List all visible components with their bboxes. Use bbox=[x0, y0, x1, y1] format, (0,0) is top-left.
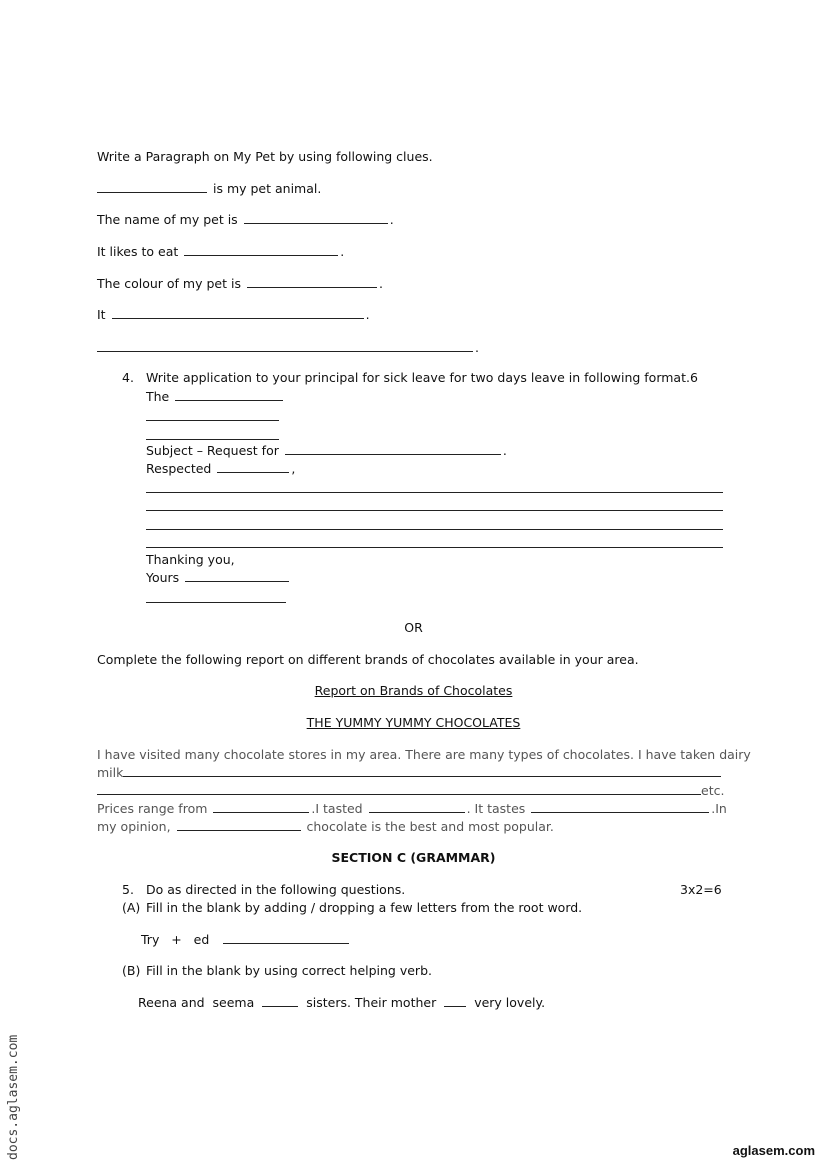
q5a-label: (A) bbox=[122, 900, 141, 915]
pet-line-4-text: The colour of my pet is bbox=[97, 276, 241, 291]
period: . bbox=[475, 340, 479, 355]
in-text: .In bbox=[711, 801, 727, 816]
body-line[interactable] bbox=[146, 529, 723, 530]
q5b-part-2: sisters. Their mother bbox=[306, 995, 437, 1010]
q4-marks: 6 bbox=[690, 370, 698, 385]
q5-number: 5. bbox=[122, 882, 134, 897]
period: . bbox=[502, 443, 507, 458]
report-line-2 bbox=[97, 765, 721, 780]
opinion-text: my opinion, bbox=[97, 819, 171, 834]
tastes-text: . It tastes bbox=[466, 801, 526, 816]
blank[interactable] bbox=[112, 318, 364, 319]
name-line[interactable] bbox=[146, 602, 286, 603]
blank[interactable] bbox=[185, 581, 289, 582]
body-line[interactable] bbox=[146, 492, 723, 493]
blank[interactable] bbox=[184, 255, 338, 256]
footer-brand[interactable]: aglasem.com bbox=[732, 1143, 815, 1158]
pet-line-1-text: is my pet animal. bbox=[212, 181, 322, 196]
q5-marks: 3x2=6 bbox=[680, 882, 722, 897]
body-line[interactable] bbox=[146, 510, 723, 511]
blank[interactable] bbox=[244, 223, 388, 224]
blank[interactable] bbox=[175, 400, 283, 401]
blank[interactable] bbox=[531, 812, 709, 813]
address-line[interactable] bbox=[146, 420, 279, 421]
period: . bbox=[365, 307, 370, 322]
opinion-suffix: chocolate is the best and most popular. bbox=[306, 819, 554, 834]
milk-text: milk bbox=[97, 765, 124, 780]
respected-label: Respected bbox=[146, 461, 212, 476]
q5b-sentence bbox=[138, 995, 545, 1010]
subject-label: Subject – Request for bbox=[146, 443, 279, 458]
yours-line bbox=[146, 570, 291, 585]
or-label: OR bbox=[404, 620, 423, 635]
subject-line bbox=[146, 443, 507, 458]
q5a-example bbox=[141, 932, 351, 947]
watermark bbox=[6, 1000, 26, 1160]
prices-text: Prices range from bbox=[97, 801, 208, 816]
q4-text: Write application to your principal for sick leave for two days leave in following format. bbox=[146, 370, 690, 385]
body-line[interactable] bbox=[146, 547, 723, 548]
thanking: Thanking you, bbox=[146, 552, 235, 567]
respected-line: Respected , bbox=[146, 461, 296, 476]
q4-number: 4. bbox=[122, 370, 134, 385]
watermark-text: docs.aglasem.com bbox=[6, 1034, 21, 1160]
period: . bbox=[389, 212, 394, 227]
blank[interactable] bbox=[262, 1006, 298, 1007]
blank[interactable] bbox=[223, 943, 349, 944]
blank[interactable] bbox=[369, 812, 465, 813]
blank[interactable] bbox=[97, 794, 701, 795]
report-title: Report on Brands of Chocolates bbox=[314, 683, 513, 698]
blank[interactable] bbox=[213, 812, 309, 813]
blank[interactable] bbox=[177, 830, 301, 831]
pet-line-3-text: It likes to eat bbox=[97, 244, 179, 259]
section-c-heading: SECTION C (GRAMMAR) bbox=[331, 850, 496, 865]
q5a-text: Fill in the blank by adding / dropping a few letters from the root word. bbox=[146, 900, 583, 915]
q5b-part-3: very lovely. bbox=[474, 995, 546, 1010]
pet-line-5-text: It bbox=[97, 307, 106, 322]
pet-line-5 bbox=[97, 307, 370, 322]
period: . bbox=[340, 244, 345, 259]
pet-line-4 bbox=[97, 276, 383, 291]
pet-line-3 bbox=[97, 244, 344, 259]
report-subtitle: THE YUMMY YUMMY CHOCOLATES bbox=[306, 715, 521, 730]
q5b-label: (B) bbox=[122, 963, 141, 978]
blank[interactable] bbox=[444, 1006, 466, 1007]
address-line[interactable] bbox=[146, 439, 279, 440]
report-line-5 bbox=[97, 819, 554, 834]
q5b-part-1: Reena and seema bbox=[138, 995, 255, 1010]
blank[interactable] bbox=[217, 472, 289, 473]
period: . bbox=[378, 276, 383, 291]
blank[interactable] bbox=[285, 454, 501, 455]
blank[interactable] bbox=[97, 192, 207, 193]
q5b-text: Fill in the blank by using correct helping verb. bbox=[146, 963, 432, 978]
blank[interactable] bbox=[97, 351, 473, 352]
pet-line-2-text: The name of my pet is bbox=[97, 212, 238, 227]
report-instruction: Complete the following report on different brands of chocolates available in your area. bbox=[97, 652, 639, 667]
report-line-4 bbox=[97, 801, 727, 816]
report-line-3 bbox=[97, 783, 724, 798]
pet-heading: Write a Paragraph on My Pet by using following clues. bbox=[97, 149, 433, 164]
blank[interactable] bbox=[247, 287, 377, 288]
to-line bbox=[146, 389, 285, 404]
q5-text: Do as directed in the following questions. bbox=[146, 882, 406, 897]
report-line-1: I have visited many chocolate stores in my area. There are many types of chocolates. I have taken dairy bbox=[97, 747, 751, 762]
etc-text: etc. bbox=[701, 783, 725, 798]
the-label: The bbox=[146, 389, 170, 404]
pet-line-6 bbox=[97, 340, 479, 355]
tasted-text: .I tasted bbox=[311, 801, 363, 816]
blank[interactable] bbox=[123, 776, 721, 777]
yours-label: Yours bbox=[146, 570, 180, 585]
q5a-example-text: Try + ed bbox=[141, 932, 210, 947]
pet-line-2 bbox=[97, 212, 394, 227]
pet-line-1 bbox=[97, 181, 321, 196]
